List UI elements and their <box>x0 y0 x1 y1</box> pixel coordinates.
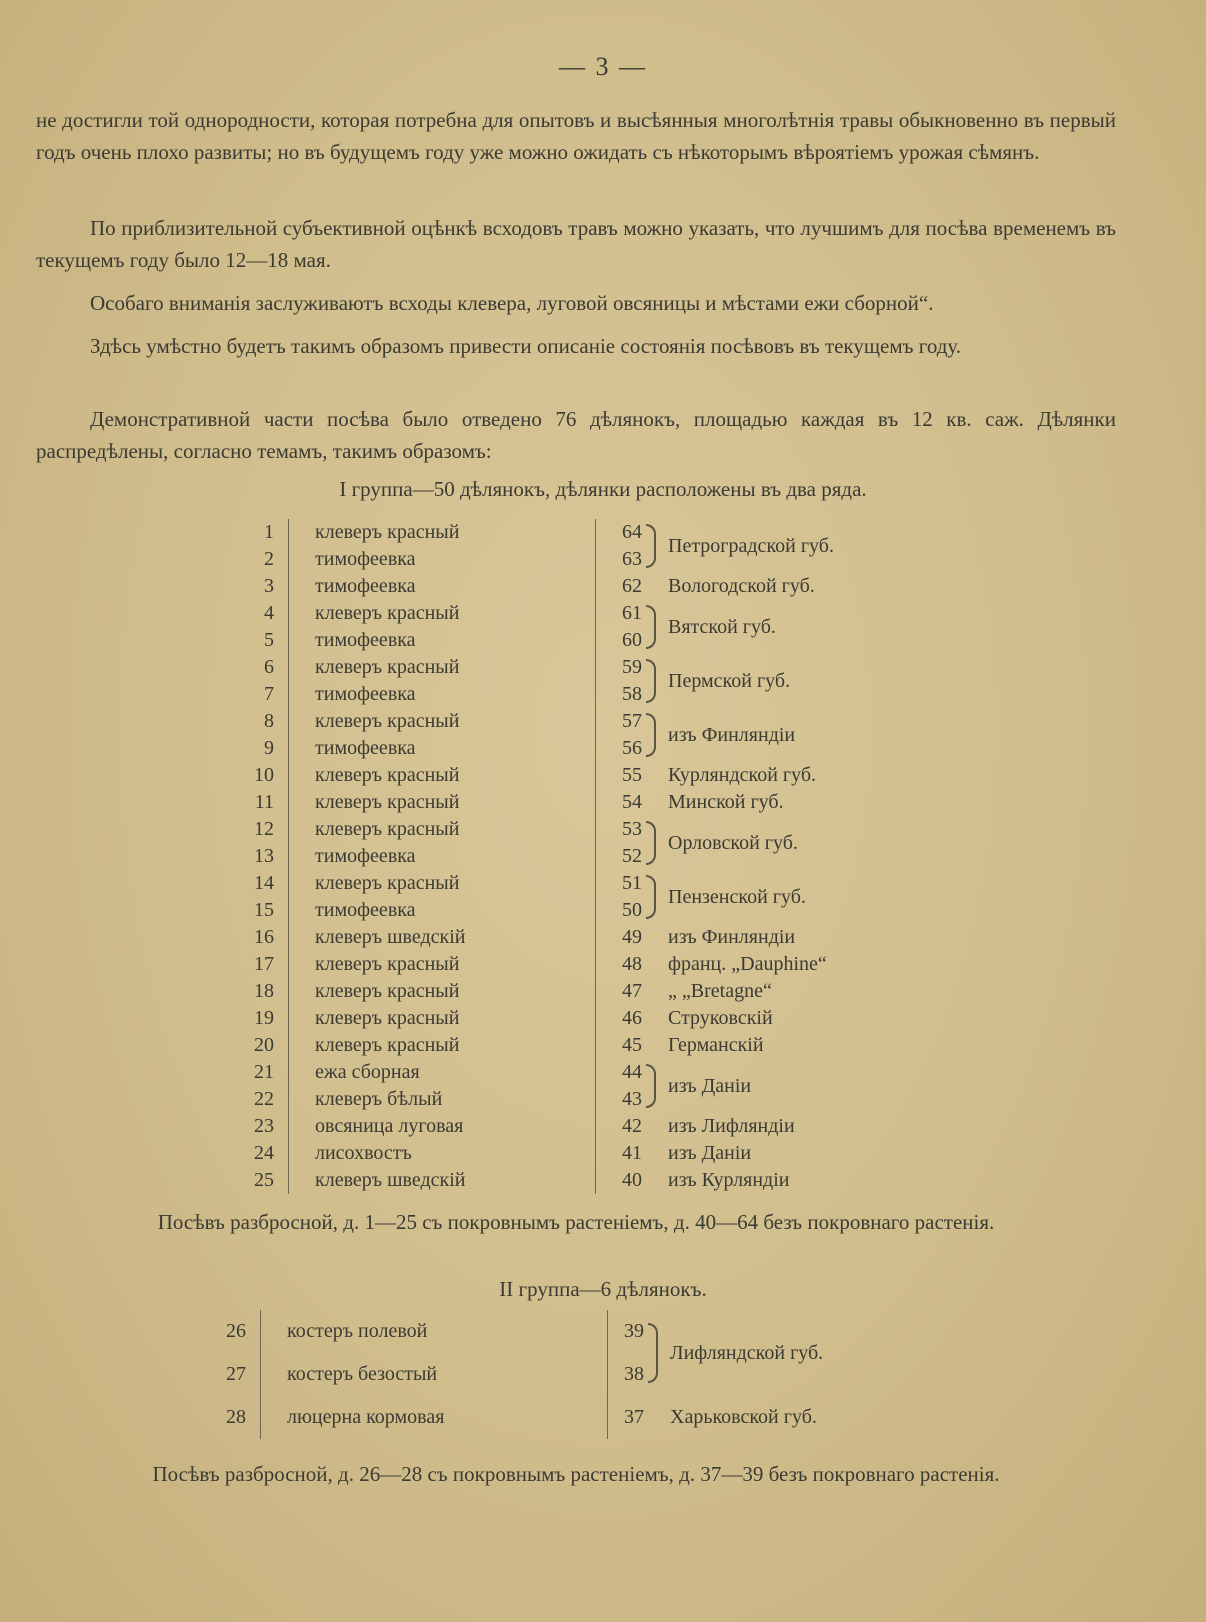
crop-name: клеверъ красный <box>289 519 596 546</box>
crop-name: клеверъ красный <box>289 789 596 816</box>
table-row <box>226 978 834 1005</box>
paired-plot-number: 57 <box>596 708 647 735</box>
paired-plot-number: 63 <box>596 546 647 573</box>
paragraph-continuation: не достигли той однородности, которая потребна для опытовъ и высѣянныя многолѣтнія травы обыкновенно въ первый годъ очень плохо развиты; но въ будущемъ году уже можно ожидать съ нѣкоторымъ вѣроятіемъ урожая сѣмянъ. <box>36 108 1116 164</box>
paired-plot-number: 46 <box>596 1005 647 1032</box>
brace-icon <box>646 821 656 865</box>
crop-name: овсяница луговая <box>289 1113 596 1140</box>
brace-cell <box>646 573 662 600</box>
brace-cell <box>646 708 662 762</box>
paired-plot-number: 43 <box>596 1086 647 1113</box>
crop-name: лисохвостъ <box>289 1140 596 1167</box>
brace-cell <box>646 789 662 816</box>
crop-name: костеръ полевой <box>261 1310 608 1353</box>
brace-cell <box>646 1059 662 1113</box>
brace-icon <box>646 713 656 757</box>
brace-cell <box>646 600 662 654</box>
brace-icon <box>648 1323 658 1383</box>
plot-number: 23 <box>254 1115 274 1137</box>
crop-name: тимофеевка <box>289 546 596 573</box>
paired-plot-number: 41 <box>596 1140 647 1167</box>
brace-cell <box>648 1310 664 1396</box>
seed-origin: Орловской губ. <box>668 831 798 854</box>
seed-origin: изъ Финляндіи <box>668 723 796 746</box>
crop-name: люцерна кормовая <box>261 1396 608 1439</box>
seed-origin: изъ Даніи <box>668 1142 752 1164</box>
paired-plot-number: 37 <box>608 1396 649 1439</box>
brace-icon <box>646 875 656 919</box>
plot-number: 18 <box>254 980 274 1002</box>
brace-cell <box>646 762 662 789</box>
paired-plot-number: 59 <box>596 654 647 681</box>
seed-origin: Пензенской губ. <box>668 885 806 908</box>
seed-origin: Струковскій <box>668 1007 773 1029</box>
table-row <box>226 1059 834 1086</box>
seed-origin: франц. „Dauphine“ <box>668 953 827 975</box>
seed-origin: Вятской губ. <box>668 615 776 638</box>
brace-cell <box>646 1113 662 1140</box>
plot-number: 4 <box>264 602 274 624</box>
crop-name: клеверъ красный <box>289 1032 596 1059</box>
crop-name: тимофеевка <box>289 627 596 654</box>
plot-number: 9 <box>264 737 274 759</box>
table-row <box>226 1005 834 1032</box>
table-row <box>226 870 834 897</box>
brace-icon <box>646 659 656 703</box>
paired-plot-number: 64 <box>596 519 647 546</box>
paired-plot-number: 56 <box>596 735 647 762</box>
group2-title: II группа—6 дѣлянокъ. <box>499 1277 707 1301</box>
seed-origin: Курляндской губ. <box>668 764 817 786</box>
paired-plot-number: 49 <box>596 924 647 951</box>
table-row <box>226 762 834 789</box>
plot-number: 11 <box>254 791 274 813</box>
plot-number: 17 <box>254 953 274 975</box>
paired-plot-number: 58 <box>596 681 647 708</box>
paired-plot-number: 61 <box>596 600 647 627</box>
plot-number: 24 <box>254 1142 274 1164</box>
brace-icon <box>646 524 656 568</box>
crop-name: тимофеевка <box>289 681 596 708</box>
table-row <box>226 1167 834 1194</box>
plot-number: 19 <box>254 1007 274 1029</box>
crop-name: клеверъ красный <box>289 951 596 978</box>
paragraph-plots: Демонстративной части посѣва было отведено 76 дѣлянокъ, площадью каждая въ 12 кв. саж. Дѣлянки распредѣлены, согласно темамъ, такимъ образомъ: <box>36 407 1116 463</box>
seed-origin: Германскій <box>668 1034 764 1056</box>
plot-number: 6 <box>264 656 274 678</box>
paired-plot-number: 60 <box>596 627 647 654</box>
plot-number: 28 <box>226 1406 246 1428</box>
plot-number: 2 <box>264 548 274 570</box>
paired-plot-number: 62 <box>596 573 647 600</box>
crop-name: тимофеевка <box>289 843 596 870</box>
plot-number: 25 <box>254 1169 274 1191</box>
plot-number: 15 <box>254 899 274 921</box>
paragraph-description-intro: Здѣсь умѣстно будетъ такимъ образомъ привести описаніе состоянія посѣвовъ въ текущемъ году. <box>90 334 962 358</box>
seed-origin: Минской губ. <box>668 791 784 813</box>
table-row <box>226 951 834 978</box>
plot-number: 1 <box>264 521 274 543</box>
plot-number: 13 <box>254 845 274 867</box>
seed-origin: „ „Bretagne“ <box>668 980 772 1002</box>
group1-note: Посѣвъ разбросной, д. 1—25 съ покровнымъ растеніемъ, д. 40—64 безъ покровнаго растенія. <box>157 1210 995 1234</box>
plot-number: 7 <box>264 683 274 705</box>
page-number: — 3 — <box>559 52 647 81</box>
brace-cell <box>646 1140 662 1167</box>
seed-origin: изъ Даніи <box>668 1074 752 1097</box>
brace-cell <box>646 1032 662 1059</box>
paired-plot-number: 54 <box>596 789 647 816</box>
group2-note: Посѣвъ разбросной, д. 26—28 съ покровнымъ растеніемъ, д. 37—39 безъ покровнаго растенія. <box>152 1462 1000 1486</box>
plot-number: 22 <box>254 1088 274 1110</box>
paired-plot-number: 45 <box>596 1032 647 1059</box>
paired-plot-number: 44 <box>596 1059 647 1086</box>
brace-cell <box>646 951 662 978</box>
table-row <box>226 573 834 600</box>
table-row <box>226 924 834 951</box>
crop-name: клеверъ красный <box>289 600 596 627</box>
plot-number: 8 <box>264 710 274 732</box>
brace-cell <box>646 1167 662 1194</box>
plot-number: 5 <box>264 629 274 651</box>
crop-name: клеверъ бѣлый <box>289 1086 596 1113</box>
table-row <box>226 1140 834 1167</box>
crop-name: клеверъ красный <box>289 708 596 735</box>
paired-plot-number: 55 <box>596 762 647 789</box>
seed-origin: Петроградской губ. <box>668 534 834 557</box>
table-row <box>206 1310 823 1353</box>
plot-number: 14 <box>254 872 274 894</box>
crop-name: клеверъ красный <box>289 816 596 843</box>
crop-name: клеверъ красный <box>289 870 596 897</box>
paired-plot-number: 52 <box>596 843 647 870</box>
crop-name: тимофеевка <box>289 897 596 924</box>
crop-name: клеверъ шведскій <box>289 924 596 951</box>
seed-origin: изъ Лифляндіи <box>668 1115 795 1137</box>
table-row <box>206 1396 823 1439</box>
paragraph-sowing-time: По приблизительной субъективной оцѣнкѣ всходовъ травъ можно указать, что лучшимъ для посѣва временемъ въ текущемъ году было 12—18 мая. <box>36 216 1116 272</box>
group1-table <box>226 519 834 1194</box>
brace-cell <box>646 1005 662 1032</box>
crop-name: костеръ безостый <box>261 1353 608 1396</box>
table-row <box>226 600 834 627</box>
paired-plot-number: 40 <box>596 1167 647 1194</box>
seed-origin: Вологодской губ. <box>668 575 815 597</box>
brace-cell <box>646 654 662 708</box>
plot-number: 20 <box>254 1034 274 1056</box>
paired-plot-number: 53 <box>596 816 647 843</box>
table-row <box>226 1113 834 1140</box>
table-row <box>226 816 834 843</box>
plot-number: 10 <box>254 764 274 786</box>
brace-cell <box>646 816 662 870</box>
group1-title: I группа—50 дѣлянокъ, дѣлянки расположены въ два ряда. <box>339 477 867 501</box>
paired-plot-number: 48 <box>596 951 647 978</box>
crop-name: клеверъ красный <box>289 762 596 789</box>
paired-plot-number: 42 <box>596 1113 647 1140</box>
plot-number: 27 <box>226 1363 246 1385</box>
plot-number: 21 <box>254 1061 274 1083</box>
table-row <box>226 654 834 681</box>
brace-icon <box>646 1064 656 1108</box>
plot-number: 26 <box>226 1320 246 1342</box>
plot-number: 16 <box>254 926 274 948</box>
paired-plot-number: 51 <box>596 870 647 897</box>
table-row <box>226 1032 834 1059</box>
brace-icon <box>646 605 656 649</box>
paragraph-notable-sprouts: Особаго вниманія заслуживаютъ всходы клевера, луговой овсяницы и мѣстами ежи сборной“. <box>90 291 934 315</box>
brace-cell <box>648 1396 664 1439</box>
paired-plot-number: 47 <box>596 978 647 1005</box>
crop-name: тимофеевка <box>289 735 596 762</box>
paired-plot-number: 50 <box>596 897 647 924</box>
crop-name: клеверъ красный <box>289 1005 596 1032</box>
group2-table <box>206 1310 823 1439</box>
brace-cell <box>646 924 662 951</box>
brace-cell <box>646 519 662 573</box>
crop-name: клеверъ красный <box>289 654 596 681</box>
paired-plot-number: 38 <box>608 1353 649 1396</box>
paired-plot-number: 39 <box>608 1310 649 1353</box>
plot-number: 12 <box>254 818 274 840</box>
plot-number: 3 <box>264 575 274 597</box>
brace-cell <box>646 978 662 1005</box>
seed-origin: Лифляндской губ. <box>670 1341 824 1364</box>
table-row <box>226 519 834 546</box>
seed-origin: изъ Финляндіи <box>668 926 796 948</box>
crop-name: ежа сборная <box>289 1059 596 1086</box>
crop-name: клеверъ шведскій <box>289 1167 596 1194</box>
seed-origin: Пермской губ. <box>668 669 791 692</box>
crop-name: клеверъ красный <box>289 978 596 1005</box>
table-row <box>226 789 834 816</box>
seed-origin: изъ Курляндіи <box>668 1169 790 1191</box>
brace-cell <box>646 870 662 924</box>
crop-name: тимофеевка <box>289 573 596 600</box>
table-row <box>226 708 834 735</box>
seed-origin: Харьковской губ. <box>670 1406 817 1428</box>
